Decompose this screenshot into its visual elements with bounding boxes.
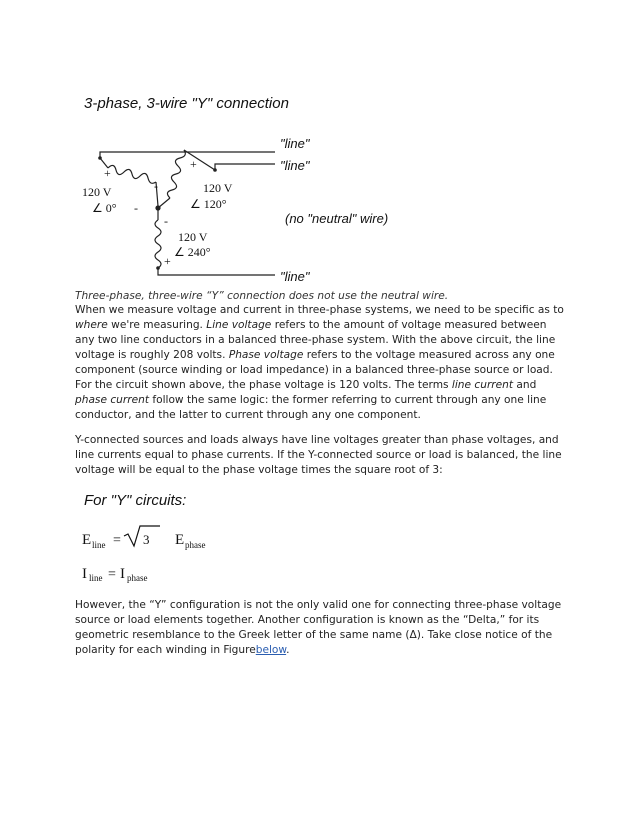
- phase2-voltage: 120 V: [203, 181, 233, 195]
- phase2-angle: ∠ 120°: [190, 197, 227, 211]
- phase2-plus: +: [190, 157, 197, 171]
- y-connection-diagram: [70, 90, 430, 290]
- i-line-symbol: I: [82, 566, 87, 582]
- paragraph-y-connected: Y-connected sources and loads always have line voltages greater than phase voltages, and line currents equal to phase currents. If the Y-connected source or load is balanced, the line voltage will be equal to the phase voltage times the square root of 3:: [75, 434, 562, 476]
- coil-1: [108, 165, 156, 183]
- e-line-symbol: E: [82, 532, 92, 548]
- paragraph-delta: However, the “Y” configuration is not the only valid one for connecting three-phase voltage source or load elements together. Another configuration is known as the “Delta,” for its geometric resemblance to the Greek letter of the same name (Δ). Take close notice of the polarity for each winding in Figurebelow.: [75, 599, 562, 656]
- phase1-plus: +: [104, 166, 111, 180]
- equals-1: =: [113, 533, 121, 548]
- phase3-voltage: 120 V: [178, 230, 208, 244]
- phase1-minus: -: [134, 201, 138, 215]
- line-label-3: "line": [280, 269, 310, 284]
- phase2-minus: -: [154, 179, 158, 193]
- line-label-2: "line": [280, 158, 310, 173]
- sqrt-argument: 3: [143, 532, 150, 547]
- phase1-angle: ∠ 0°: [92, 201, 117, 215]
- no-neutral-label: (no "neutral" wire): [285, 211, 389, 226]
- phase3-plus: +: [164, 254, 171, 268]
- figure-below-link[interactable]: below: [255, 644, 287, 656]
- i-phase-subscript: phase: [127, 573, 148, 583]
- phase3-angle: ∠ 240°: [174, 245, 211, 259]
- y-circuit-formulas: [80, 520, 280, 590]
- phase1-voltage: 120 V: [82, 185, 112, 199]
- paragraph-line-phase: When we measure voltage and current in three-phase systems, we need to be specific as to where we're measuring. Line voltage refers to the amount of voltage measured between any two line conductors in a balanced three-phase system. With the above circuit, the line voltage is roughly 208 volts. Phase voltage refers to the voltage measured across any one component (source winding or load impedance) in a balanced three-phase source or load. For the circuit shown above, the phase voltage is 120 volts. The terms line current and phase current follow the same logic: the former referring to current through any one line conductor, and the latter to current through any one component.: [75, 304, 564, 421]
- line-wire-3: [158, 268, 275, 275]
- sqrt-sign: [124, 526, 160, 546]
- diagram-title: 3-phase, 3-wire "Y" connection: [84, 95, 289, 112]
- formula-title: For "Y" circuits:: [84, 492, 187, 509]
- line-label-1: "line": [280, 136, 310, 151]
- e-phase-subscript: phase: [185, 540, 206, 550]
- i-line-subscript: line: [89, 573, 103, 583]
- phase3-minus: -: [164, 214, 168, 228]
- figure-caption: Three-phase, three-wire “Y” connection does not use the neutral wire.: [75, 290, 449, 302]
- coil-3: [155, 220, 161, 268]
- equals-2: =: [108, 567, 116, 582]
- e-phase-symbol: E: [175, 532, 185, 548]
- coil-2: [167, 150, 185, 198]
- e-line-subscript: line: [92, 540, 106, 550]
- line-wire-2: [215, 164, 275, 170]
- i-phase-symbol: I: [120, 566, 125, 582]
